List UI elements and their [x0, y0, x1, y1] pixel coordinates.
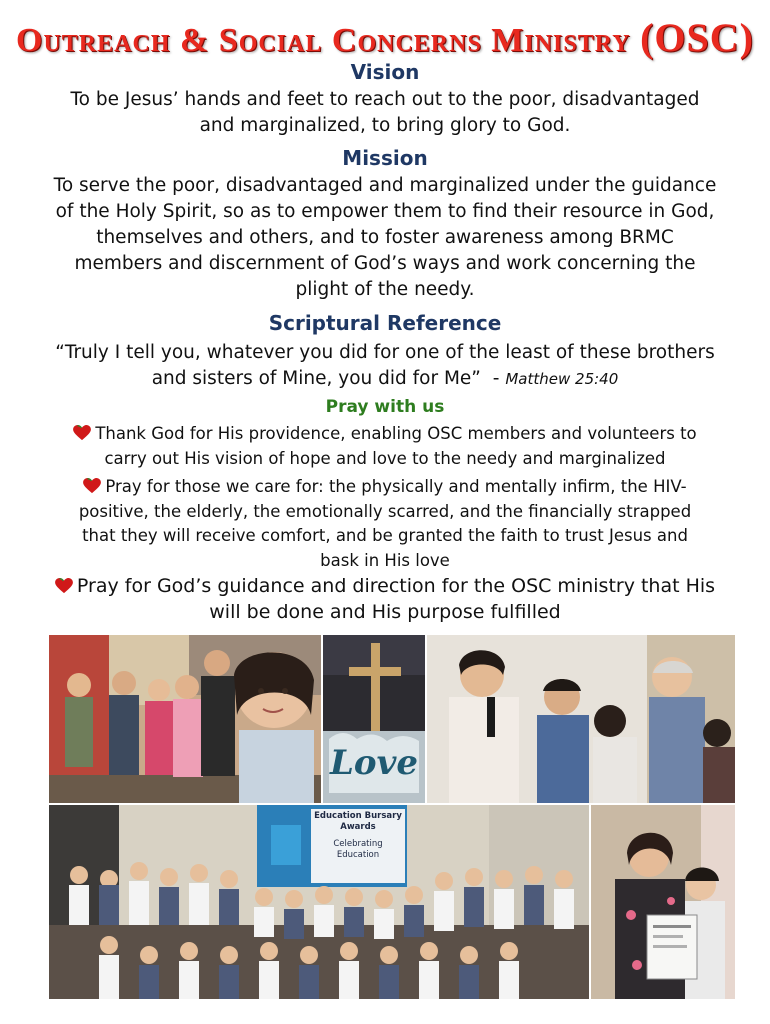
prayer-line — [40, 475, 730, 500]
banner-line: Education — [336, 850, 380, 860]
photo-cross-love-sign — [323, 635, 425, 803]
photo-certificate-presentation — [591, 805, 735, 999]
prayer-item-3 — [40, 573, 730, 625]
photo-volunteers-group — [49, 635, 321, 803]
mission-line: members and discernment of God’s ways and work concerning the — [74, 253, 696, 274]
page-title — [0, 14, 770, 61]
vision-line: To be Jesus’ hands and feet to reach out to the poor, disadvantaged — [70, 89, 700, 110]
scripture-dash: - — [492, 368, 500, 389]
prayer-text: Thank God for His providence, enabling OSC members and volunteers to — [95, 424, 697, 443]
pray-heading: Pray with us — [325, 397, 445, 417]
prayer-line: positive, the elderly, the emotionally scarred, and the financially strapped — [78, 501, 692, 521]
prayer-item-1 — [35, 422, 735, 471]
scripture-line: “Truly I tell you, whatever you did for one of the least of these brothers — [55, 342, 715, 363]
mission-line: plight of the needy. — [295, 279, 475, 300]
banner-line: Education Bursary — [314, 811, 402, 821]
prayer-line — [40, 573, 730, 599]
scripture-line — [20, 366, 750, 392]
prayer-text: Pray for those we care for: the physically and mentally infirm, the HIV- — [105, 477, 687, 496]
scripture-quote-end: and sisters of Mine, you did for Me” — [151, 368, 481, 389]
prayer-line: that they will receive comfort, and be granted the faith to trust Jesus and — [82, 526, 688, 545]
prayer-text: Pray for God’s guidance and direction for the OSC ministry that His — [76, 575, 716, 597]
banner-text — [311, 811, 405, 861]
vision-heading: Vision — [350, 60, 420, 84]
prayer-item-2 — [40, 475, 730, 573]
prayer-line: bask in His love — [320, 550, 450, 570]
prayer-line — [35, 422, 735, 447]
photo-collage — [49, 635, 735, 999]
banner-line: Awards — [340, 822, 376, 832]
vision-text — [30, 87, 740, 139]
vision-line: and marginalized, to bring glory to God. — [199, 115, 571, 136]
scripture-heading: Scriptural Reference — [268, 311, 502, 335]
mission-heading: Mission — [342, 146, 428, 170]
heart-icon — [83, 478, 101, 494]
title-abbr: (OSC) — [640, 15, 754, 60]
photo-education-bursary-group — [49, 805, 589, 999]
mission-line: of the Holy Spirit, so as to empower them to find their resource in God, — [55, 201, 715, 222]
photo-praying-together — [427, 635, 735, 803]
heart-icon — [55, 578, 73, 594]
love-sign-text: Love — [330, 743, 418, 783]
prayer-line: will be done and His purpose fulfilled — [209, 601, 561, 623]
mission-text — [30, 173, 740, 303]
prayer-line: carry out His vision of hope and love to the needy and marginalized — [104, 448, 666, 468]
mission-line: themselves and others, and to foster awareness among BRMC — [96, 227, 674, 248]
scripture-text — [20, 340, 750, 392]
heart-icon — [73, 425, 91, 441]
mission-line: To serve the poor, disadvantaged and marginalized under the guidance — [53, 175, 717, 196]
scripture-citation: Matthew 25:40 — [505, 370, 619, 388]
title-main: Outreach & Social Concerns Ministry — [16, 22, 631, 59]
banner-line: Celebrating — [333, 839, 383, 849]
